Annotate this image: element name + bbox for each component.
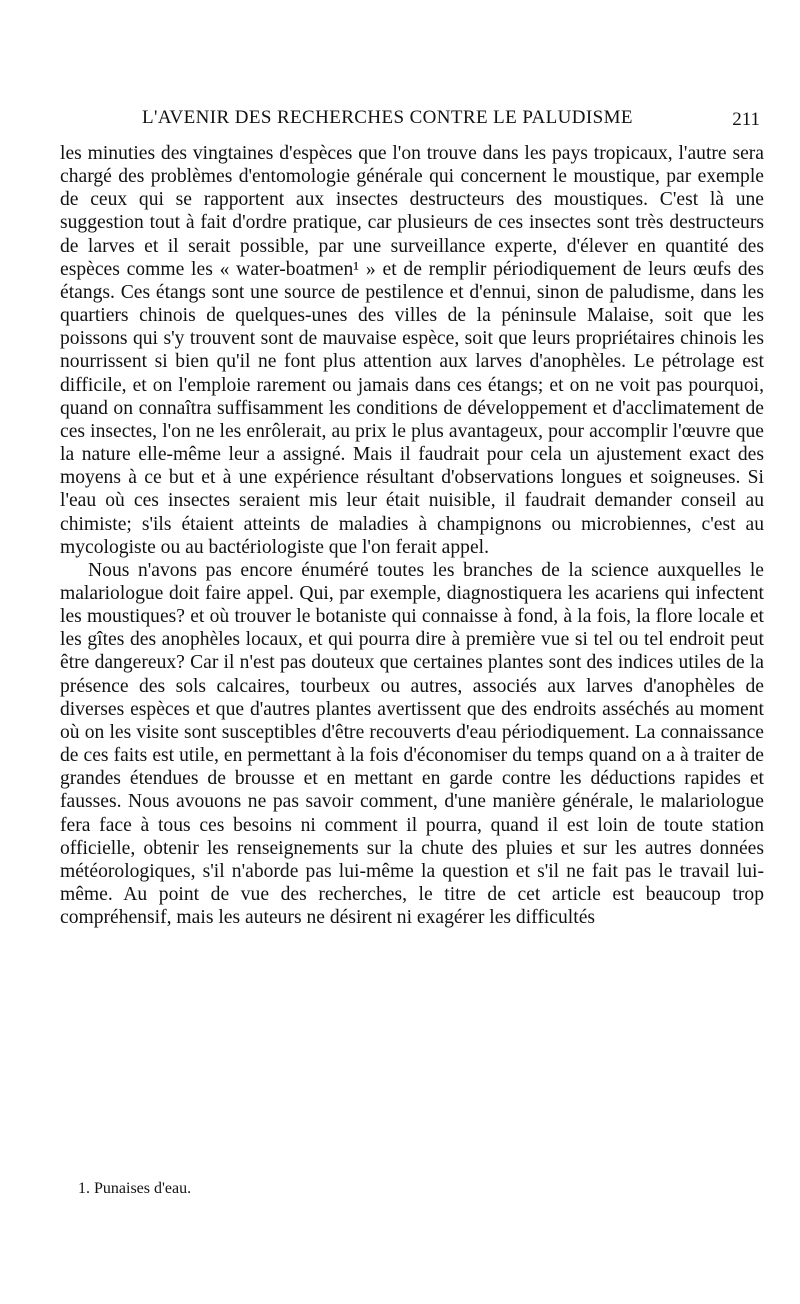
running-title: L'AVENIR DES RECHERCHES CONTRE LE PALUDISME: [142, 107, 633, 128]
page-number: 211: [732, 109, 760, 130]
running-header: [60, 105, 764, 135]
paragraph: les minuties des vingtaines d'espèces que l'on trouve dans les pays tropicaux, l'autre sera chargé des problèmes d'entomologie générale qui concernent le moustique, par exemple de ceux qui se rapportent aux insectes destructeurs des moustiques. C'est là une suggestion tout à fait d'ordre pratique, car plusieurs de ces insectes sont très destructeurs de larves et il serait possible, par une surveillance experte, d'élever en quantité des espèces comme les « water-boatmen¹ » et de remplir périodiquement de leurs œufs des étangs. Ces étangs sont une source de pestilence et d'ennui, sinon de paludisme, dans les quartiers chinois de quelques-unes des villes de la péninsule Malaise, soit que les poissons qui s'y trouvent sont de mauvaise espèce, soit que leurs propriétaires chinois les nourrissent si bien qu'il ne font plus attention aux larves d'anophèles. Le pétrolage est difficile, et on l'emploie rarement ou jamais dans ces étangs; et on ne voit pas pourquoi, quand on connaîtra suffisamment les conditions de développement et d'acclimatement de ces insectes, l'on ne les enrôlerait, au prix le plus avantageux, pour accomplir l'œuvre que la nature elle-même leur a assigné. Mais il faudrait pour cela un ajustement exact des moyens à ce but et à une expérience résultant d'observations longues et soigneuses. Si l'eau où ces insectes seraient mis leur était nuisible, il faudrait demander conseil au chimiste; s'ils étaient atteints de maladies à champignons ou microbiennes, c'est au mycologiste ou au bactériologiste que l'on ferait appel.: [60, 143, 764, 558]
paragraph: Nous n'avons pas encore énuméré toutes les branches de la science auxquelles le malariologue doit faire appel. Qui, par exemple, diagnostiquera les acariens qui infectent les moustiques? et où trouver le botaniste qui connaisse à fond, à la fois, la flore locale et les gîtes des anophèles locaux, et qui pourra dire à première vue si tel ou tel endroit peut être dangereux? Car il n'est pas douteux que certaines plantes sont des indices utiles de la présence des sols calcaires, tourbeux ou autres, associés aux larves d'anophèles de diverses espèces et que d'autres plantes avertissent que des endroits asséchés au moment où on les visite sont susceptibles d'être recouverts d'eau périodiquement. La connaissance de ces faits est utile, en permettant à la fois d'économiser du temps quand on a à traiter de grandes étendues de brousse et en mettant en garde contre les déductions rapides et fausses. Nous avouons ne pas savoir comment, d'une manière générale, le malariologue fera face à tous ces besoins ni comment il pourra, quand il est loin de toute station officielle, obtenir les renseignements sur la chute des pluies et sur les autres données météorologiques, s'il n'aborde pas lui-même la question et s'il ne fait pas le travail lui-même. Au point de vue des recherches, le titre de cet article est beaucoup trop compréhensif, mais les auteurs ne désirent ni exagérer les difficultés: [60, 559, 764, 929]
body-text: [60, 142, 764, 929]
footnote: 1. Punaises d'eau.: [78, 1180, 192, 1197]
